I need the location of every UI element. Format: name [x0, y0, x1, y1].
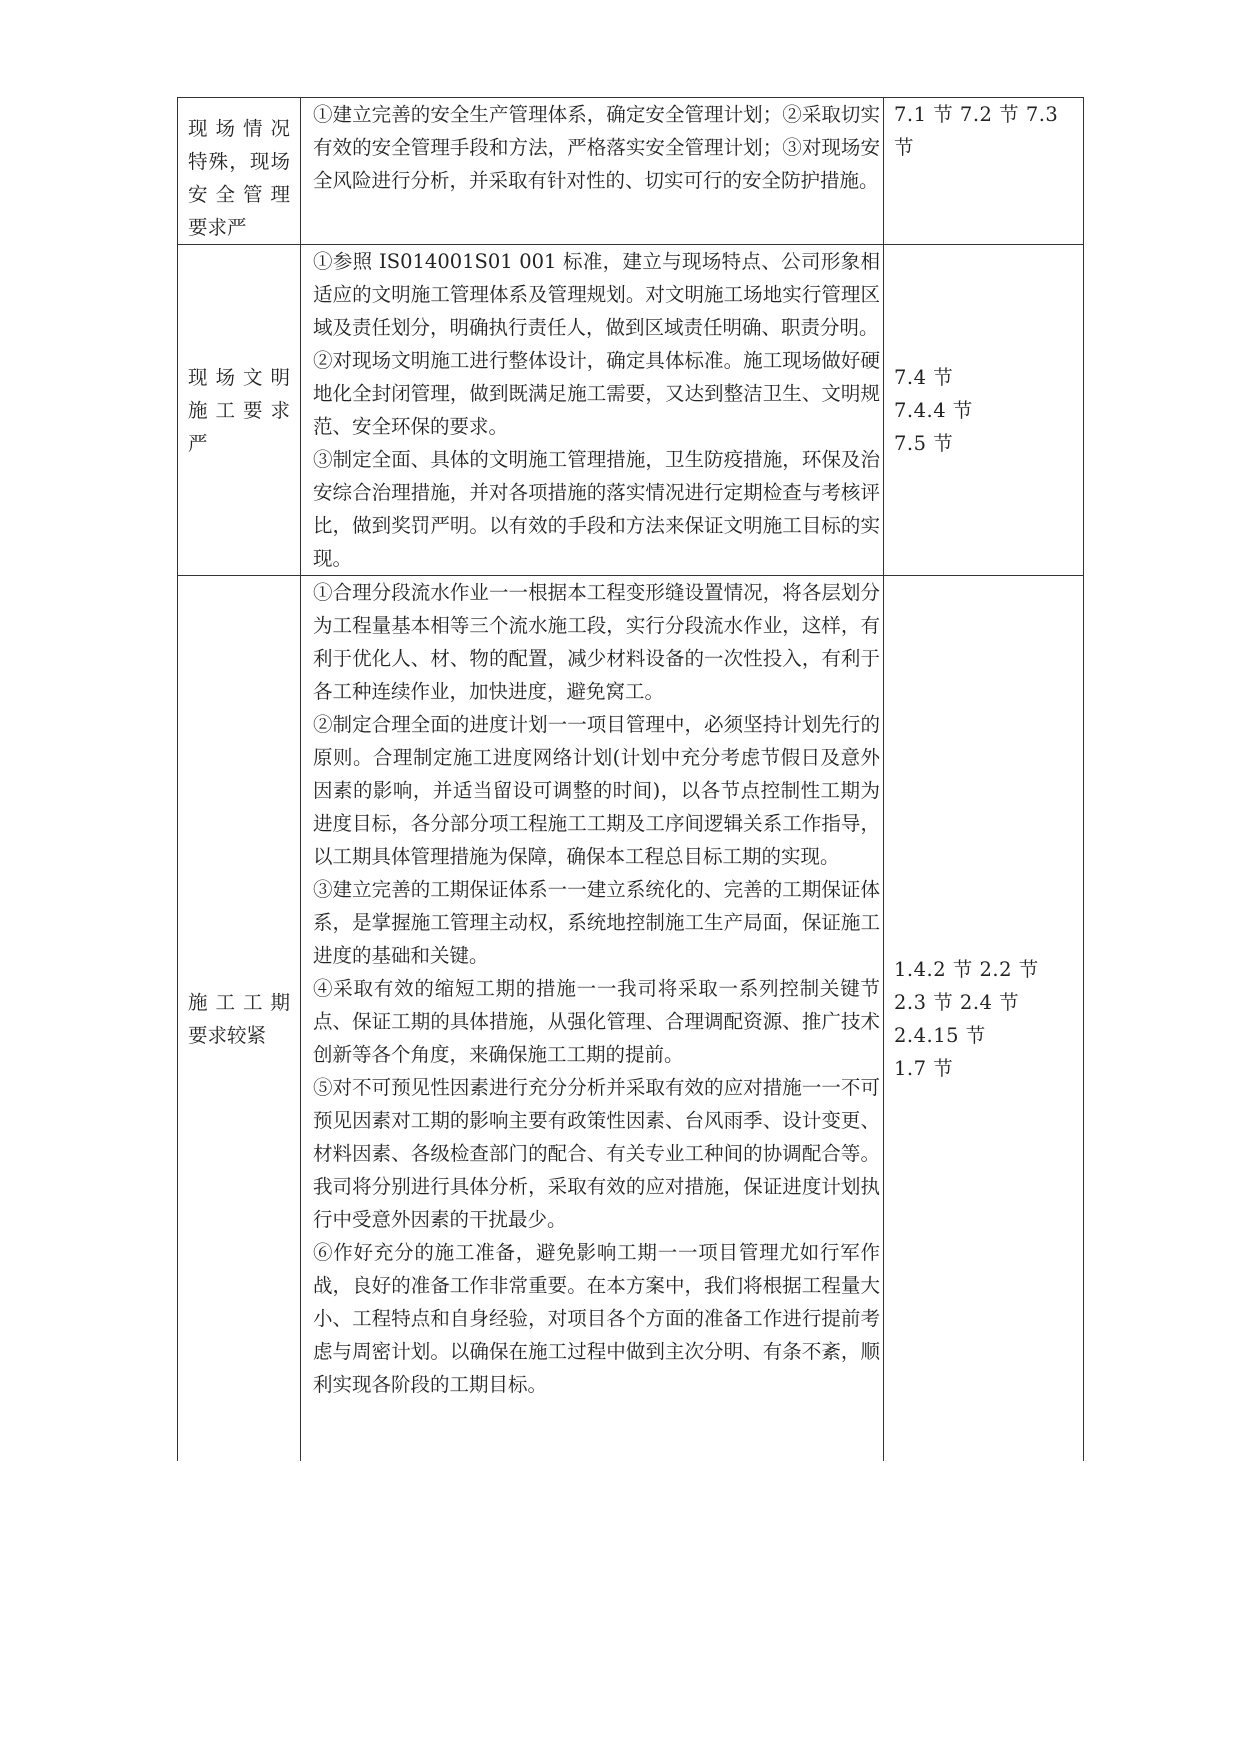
row-reference-cell [884, 98, 1084, 245]
table-row [178, 245, 1084, 576]
content-paragraph: ⑥作好充分的施工准备，避免影响工期一一项目管理尤如行军作战，良好的准备工作非常重要。在本方案中，我们将根据工程量大小、工程特点和自身经验，对项目各个方面的准备工作进行提前考虑与周密计划。以确保在施工过程中做到主次分明、有条不紊，顺利实现各阶段的工期目标。 [313, 1241, 880, 1396]
row-topic-cell [178, 576, 301, 1462]
content-paragraph: ④采取有效的缩短工期的措施一一我司将采取一系列控制关键节点、保证工期的具体措施，从强化管理、合理调配资源、推广技术创新等各个角度，来确保施工工期的提前。 [313, 977, 880, 1066]
measures-table [177, 97, 1084, 1461]
section-reference: 2.3 节 2.4 节 [894, 990, 1020, 1014]
topic-line: 安全管理 [188, 183, 290, 206]
content-paragraph: ②制定合理全面的进度计划一一项目管理中，必须坚持计划先行的原则。合理制定施工进度网络计划(计划中充分考虑节假日及意外因素的影响，并适当留设可调整的时间)，以各节点控制性工期为进度目标，各分部分项工程施工工期及工序间逻辑关系工作指导，以工期具体管理措施为保障，确保本工程总目标工期的实现。 [313, 713, 880, 868]
content-paragraph: ③建立完善的工期保证体系一一建立系统化的、完善的工期保证体系，是掌握施工管理主动权，系统地控制施工生产局面，保证施工进度的基础和关键。 [313, 878, 880, 967]
topic-line: 严 [188, 431, 208, 455]
section-reference: 7.4.4 节 [894, 398, 973, 422]
topic-line: 特殊，现场 [188, 150, 290, 173]
content-paragraph: ⑤对不可预见性因素进行充分分析并采取有效的应对措施一一不可预见因素对工期的影响主要有政策性因素、台风雨季、设计变更、材料因素、各级检查部门的配合、有关专业工种间的协调配合等。我司将分别进行具体分析，采取有效的应对措施，保证进度计划执行中受意外因素的干扰最少。 [313, 1076, 880, 1231]
section-reference: 2.4.15 节 [894, 1023, 986, 1047]
section-reference: 7.5 节 [894, 431, 954, 455]
table-row [178, 576, 1084, 1462]
row-content-cell [301, 245, 884, 576]
topic-line: 现场文明 [188, 365, 290, 389]
section-reference: 7.1 节 7.2 节 7.3 [894, 103, 1059, 126]
topic-line: 施工工期 [188, 990, 290, 1014]
row-reference-cell [884, 245, 1084, 576]
topic-line: 现场情况 [188, 117, 290, 140]
topic-line: 要求严 [188, 216, 247, 239]
table-row [178, 98, 1084, 245]
row-content-cell [301, 98, 884, 245]
section-reference: 7.4 节 [894, 365, 954, 389]
content-paragraph: ②对现场文明施工进行整体设计，确定具体标准。施工现场做好硬地化全封闭管理，做到既满足施工需要，又达到整洁卫生、文明规范、安全环保的要求。 [313, 349, 880, 438]
content-paragraph: ①参照 IS014001S01 001 标准，建立与现场特点、公司形象相适应的文明施工管理体系及管理规划。对文明施工场地实行管理区域及责任划分，明确执行责任人，做到区域责任明确、职责分明。 [313, 250, 880, 339]
row-topic-cell [178, 98, 301, 245]
row-topic-cell [178, 245, 301, 576]
row-reference-cell [884, 576, 1084, 1462]
topic-line: 施工要求 [188, 398, 290, 422]
row-content-cell [301, 576, 884, 1462]
section-reference: 1.7 节 [894, 1056, 954, 1080]
content-paragraph: ③制定全面、具体的文明施工管理措施，卫生防疫措施，环保及治安综合治理措施，并对各项措施的落实情况进行定期检查与考核评比，做到奖罚严明。以有效的手段和方法来保证文明施工目标的实现。 [313, 448, 880, 570]
content-paragraph: ①建立完善的安全生产管理体系，确定安全管理计划；②采取切实有效的安全管理手段和方法，严格落实安全管理计划；③对现场安全风险进行分析，并采取有针对性的、切实可行的安全防护措施。 [313, 103, 880, 192]
topic-line: 要求较紧 [188, 1023, 267, 1047]
section-reference: 节 [894, 136, 915, 159]
content-paragraph: ①合理分段流水作业一一根据本工程变形缝设置情况，将各层划分为工程量基本相等三个流水施工段，实行分段流水作业，这样，有利于优化人、材、物的配置，减少材料设备的一次性投入，有利于各工种连续作业，加快进度，避免窝工。 [313, 581, 880, 703]
section-reference: 1.4.2 节 2.2 节 [894, 957, 1039, 981]
